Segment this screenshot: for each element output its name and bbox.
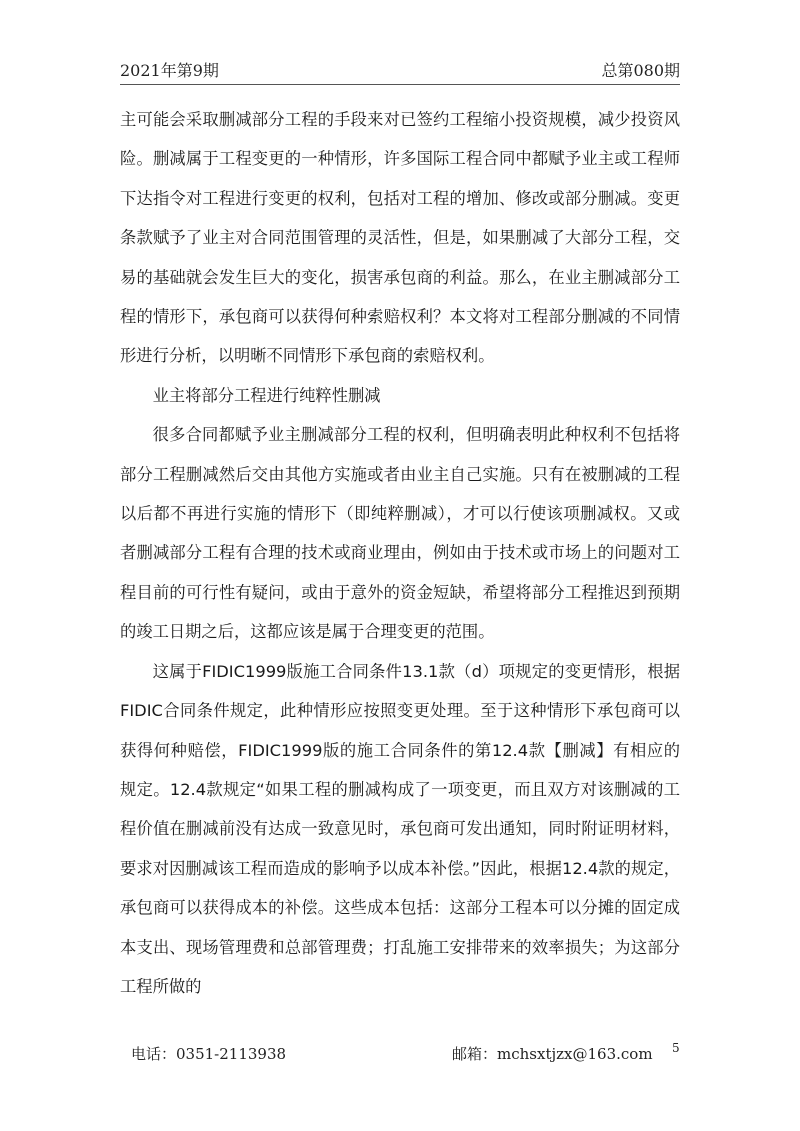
article-body xyxy=(120,100,680,1006)
page-number: 5 xyxy=(672,1041,680,1055)
paragraph-1: 主可能会采取删减部分工程的手段来对已签约工程缩小投资规模，减少投资风险。删减属于工程变更的一种情形，许多国际工程合同中都赋予业主或工程师下达指令对工程进行变更的权利，包括对工程的增加、修改或部分删减。变更条款赋予了业主对合同范围管理的灵活性，但是，如果删减了大部分工程，交易的基础就会发生巨大的变化，损害承包商的利益。那么，在业主删减部分工程的情形下，承包商可以获得何种索赔权利？本文将对工程部分删减的不同情形进行分析，以明晰不同情形下承包商的索赔权利。 xyxy=(120,110,680,366)
paragraph-2: 很多合同都赋予业主删减部分工程的权利，但明确表明此种权利不包括将部分工程删减然后交由其他方实施或者由业主自己实施。只有在被删减的工程以后都不再进行实施的情形下（即纯粹删减），才可以行使该项删减权。又或者删减部分工程有合理的技术或商业理由，例如由于技术或市场上的问题对工程目前的可行性有疑问，或由于意外的资金短缺，希望将部分工程推迟到预期的竣工日期之后，这都应该是属于合理变更的范围。 xyxy=(120,425,680,642)
paragraph-3: 这属于FIDIC1999版施工合同条件13.1款（d）项规定的变更情形，根据FIDIC合同条件规定，此种情形应按照变更处理。至于这种情形下承包商可以获得何种赔偿，FIDIC1999版的施工合同条件的第12.4款【删减】有相应的规定。12.4款规定“如果工程的删减构成了一项变更，而且双方对该删减的工程价值在删减前没有达成一致意见时，承包商可发出通知，同时附证明材料，要求对因删减该工程而造成的影响予以成本补偿。”因此，根据12.4款的规定，承包商可以获得成本的补偿。这些成本包括：这部分工程本可以分摊的固定成本支出、现场管理费和总部管理费；打乱施工安排带来的效率损失；为这部分工程所做的 xyxy=(120,661,680,996)
page-header xyxy=(120,58,680,82)
header-divider xyxy=(120,84,680,85)
footer-email: 邮箱：mchsxtjzx@163.com xyxy=(452,1045,653,1063)
section-heading: 业主将部分工程进行纯粹性删减 xyxy=(152,385,381,405)
total-issue-label: 总第080期 xyxy=(601,61,680,80)
issue-label: 2021年第9期 xyxy=(120,61,219,80)
page-footer xyxy=(0,1043,800,1067)
footer-phone: 电话：0351-2113938 xyxy=(131,1045,287,1063)
